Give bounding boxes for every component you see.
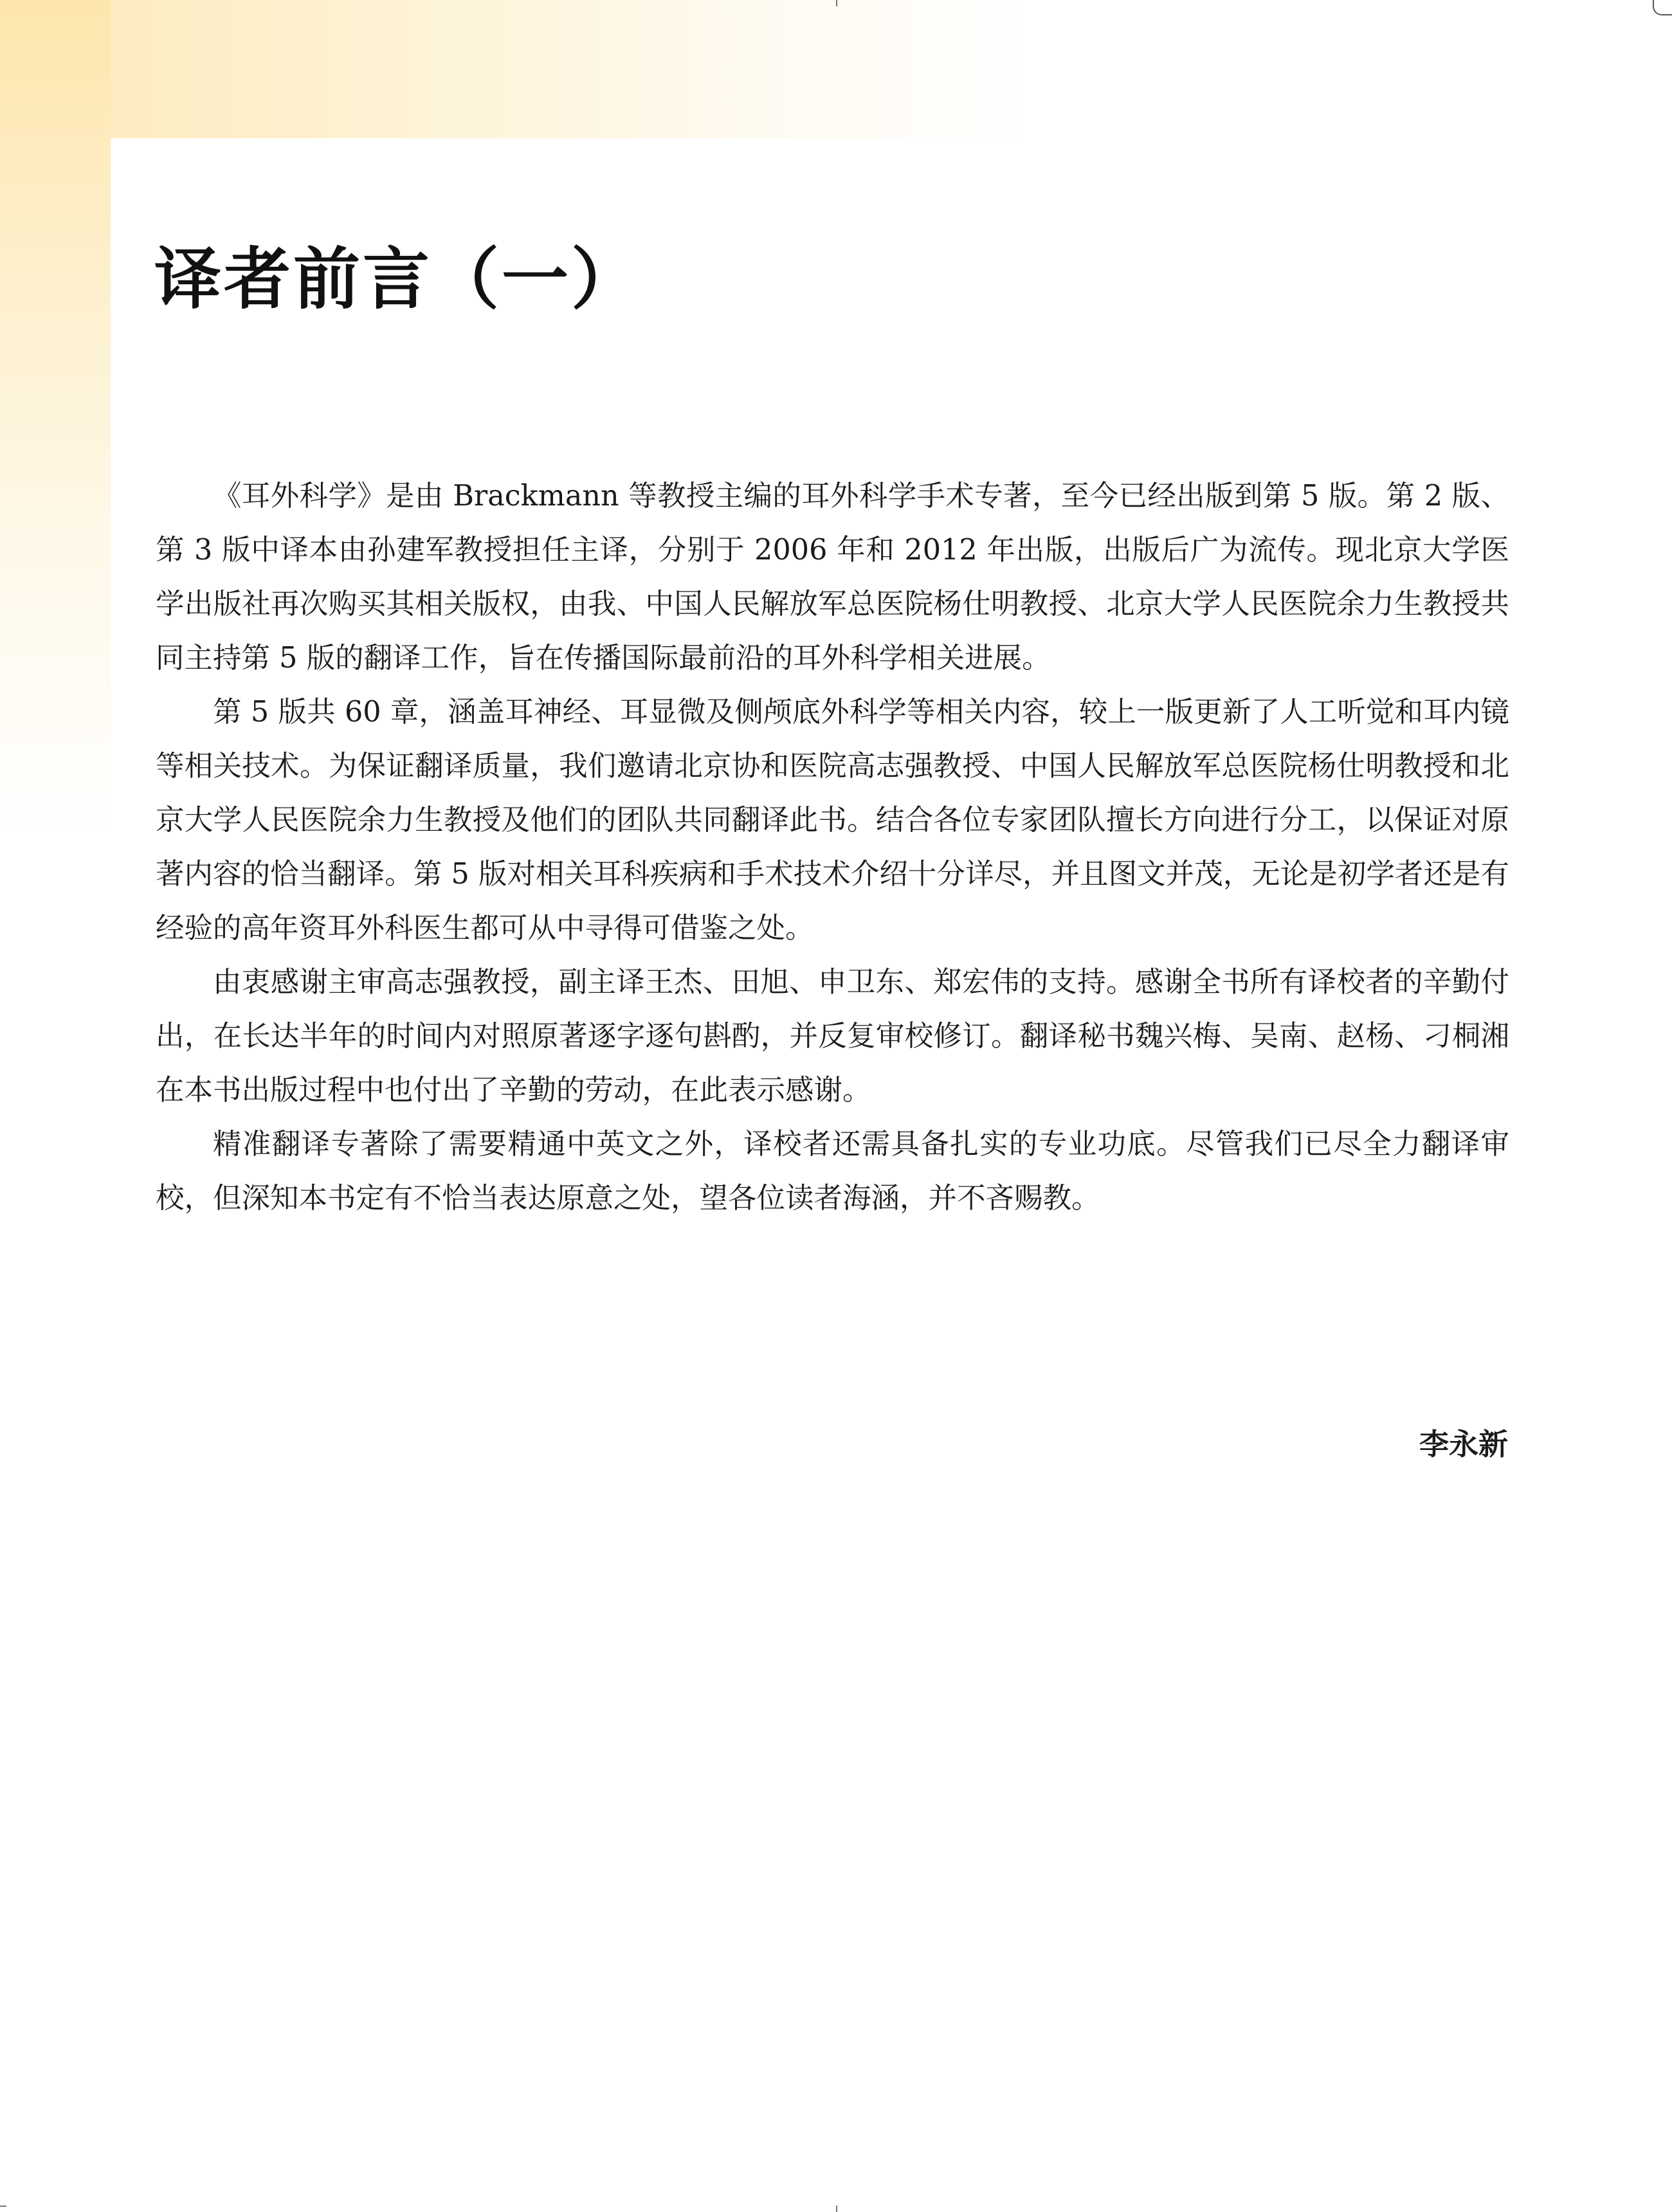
paragraph-2: 第 5 版共 60 章，涵盖耳神经、耳显微及侧颅底外科学等相关内容，较上一版更新了人工听觉和耳内镜等相关技术。为保证翻译质量，我们邀请北京协和医院高志强教授、中国人民解放军总医院杨仕明教授和北京大学人民医院余力生教授及他们的团队共同翻译此书。结合各位专家团队擅长方向进行分工，以保证对原著内容的恰当翻译。第 5 版对相关耳科疾病和手术技术介绍十分详尽，并且图文并茂，无论是初学者还是有经验的高年资耳外科医生都可从中寻得可借鉴之处。: [156, 696, 1509, 945]
top-gradient-band: [0, 0, 1672, 138]
preface-body: [156, 469, 1509, 1226]
crop-mark-bottom-left: [0, 2206, 6, 2207]
page-title: 译者前言（一）: [154, 239, 641, 318]
paragraph-4: 精准翻译专著除了需要精通中英文之外，译校者还需具备扎实的专业功底。尽管我们已尽全力翻译审校，但深知本书定有不恰当表达原意之处，望各位读者海涵，并不吝赐教。: [156, 1128, 1509, 1215]
translator-signature: 李永新: [1419, 1427, 1508, 1462]
left-gradient-band: [0, 0, 111, 2212]
crop-mark-bottom: [836, 2206, 837, 2212]
paragraph-1: 《耳外科学》是由 Brackmann 等教授主编的耳外科学手术专著，至今已经出版到第 5 版。第 2 版、第 3 版中译本由孙建军教授担任主译，分别于 2006 年和 2012 年出版，出版后广为流传。现北京大学医学出版社再次购买其相关版权，由我、中国人民解放军总医院杨仕明教授、北京大学人民医院余力生教授共同主持第 5 版的翻译工作，旨在传播国际最前沿的耳外科学相关进展。: [156, 480, 1509, 675]
paragraph-3: 由衷感谢主审高志强教授，副主译王杰、田旭、申卫东、郑宏伟的支持。感谢全书所有译校者的辛勤付出，在长达半年的时间内对照原著逐字逐句斟酌，并反复审校修订。翻译秘书魏兴梅、吴南、赵杨、刁桐湘在本书出版过程中也付出了辛勤的劳动，在此表示感谢。: [156, 966, 1509, 1107]
corner-mark: [1653, 0, 1672, 15]
crop-mark-top: [836, 0, 837, 6]
